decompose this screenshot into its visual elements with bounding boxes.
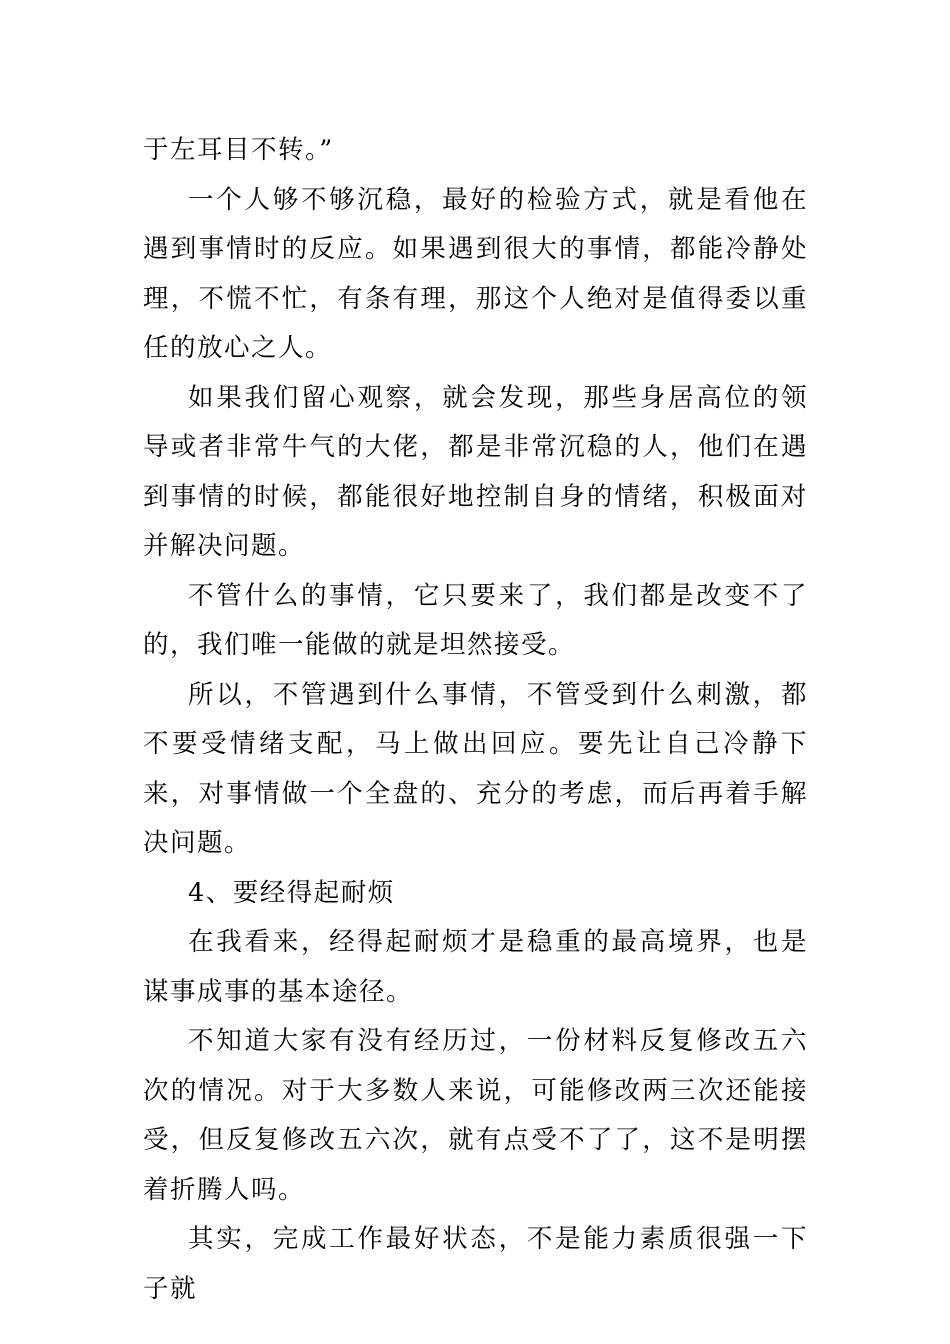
paragraph: 其实，完成工作最好状态，不是能力素质很强一下子就 [143,1224,808,1304]
paragraph: 所以，不管遇到什么事情，不管受到什么刺激，都不要受情绪支配，马上做出回应。要先让自己冷静下来，对事情做一个全盘的、充分的考虑，而后再着手解决问题。 [143,679,808,858]
paragraph: 一个人够不够沉稳，最好的检验方式，就是看他在遇到事情时的反应。如果遇到很大的事情，都能冷静处理，不慌不忙，有条有理，那这个人绝对是值得委以重任的放心之人。 [143,184,808,363]
paragraph: 如果我们留心观察，就会发现，那些身居高位的领导或者非常牛气的大佬，都是非常沉稳的人，他们在遇到事情的时候，都能很好地控制自身的情绪，积极面对并解决问题。 [143,382,808,561]
document-body [143,126,808,1314]
paragraph: 不管什么的事情，它只要来了，我们都是改变不了的，我们唯一能做的就是坦然接受。 [143,580,808,660]
paragraph: 不知道大家有没有经历过，一份材料反复修改五六次的情况。对于大多数人来说，可能修改两三次还能接受，但反复修改五六次，就有点受不了了，这不是明摆着折腾人吗。 [143,1026,808,1205]
paragraph: 在我看来，经得起耐烦才是稳重的最高境界，也是谋事成事的基本途径。 [143,927,808,1007]
section-heading: 4、要经得起耐烦 [188,877,395,908]
paragraph-continuation: 于左耳目不转。” [143,135,334,165]
